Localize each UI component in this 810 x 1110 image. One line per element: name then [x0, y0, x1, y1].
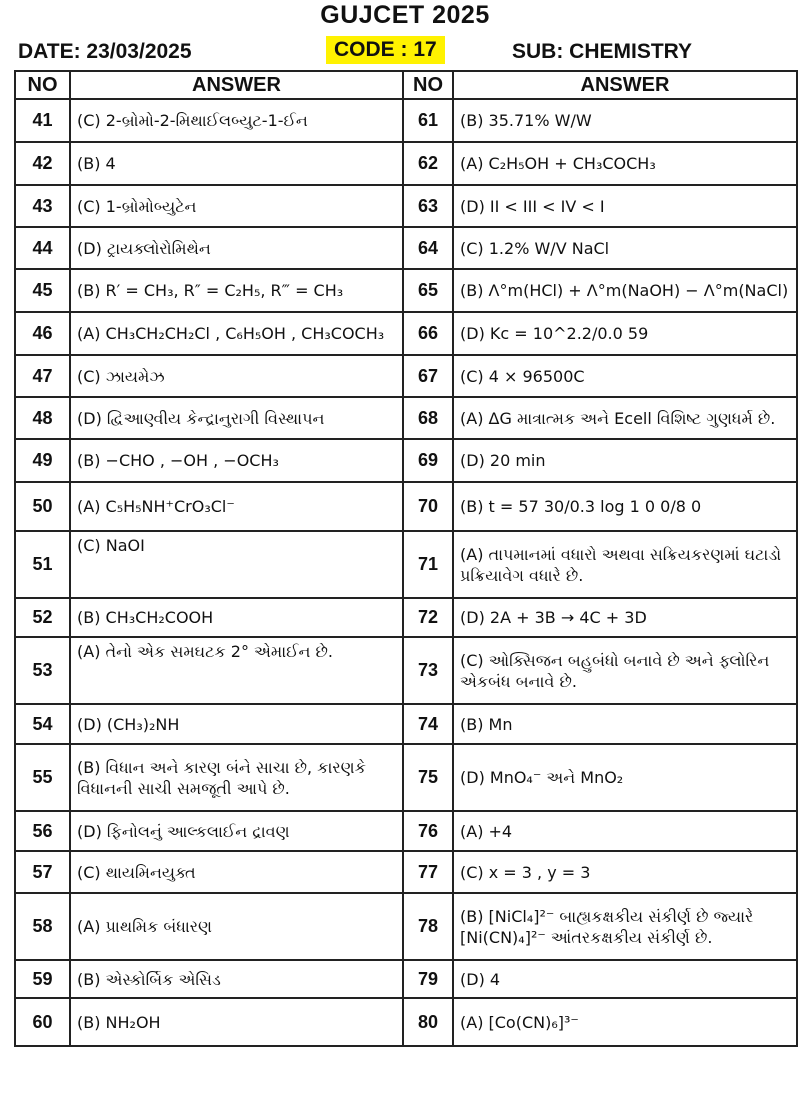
question-number: 61	[403, 99, 453, 142]
answer-cell: (C) 4 × 96500C	[453, 355, 797, 397]
answer-key-table	[14, 70, 798, 1047]
table-row	[15, 637, 797, 704]
question-number: 75	[403, 744, 453, 811]
answer-cell: (C) 1-બ્રોમોબ્યુટેન	[70, 185, 403, 227]
question-number: 60	[15, 998, 70, 1046]
answer-cell: (C) ઝાયમેઝ	[70, 355, 403, 397]
question-number: 46	[15, 312, 70, 355]
answer-cell: (B) Λ°m(HCl) + Λ°m(NaOH) − Λ°m(NaCl)	[453, 269, 797, 312]
exam-subject: SUB: CHEMISTRY	[512, 40, 693, 63]
question-number: 41	[15, 99, 70, 142]
question-number: 80	[403, 998, 453, 1046]
answer-cell: (D) ટ્રાયક્લોરોમિથેન	[70, 227, 403, 269]
question-number: 50	[15, 482, 70, 531]
answer-cell: (B) R′ = CH₃, R″ = C₂H₅, R‴ = CH₃	[70, 269, 403, 312]
answer-cell: (A) C₂H₅OH + CH₃COCH₃	[453, 142, 797, 185]
question-number: 59	[15, 960, 70, 998]
question-number: 71	[403, 531, 453, 598]
question-number: 43	[15, 185, 70, 227]
question-number: 52	[15, 598, 70, 637]
question-number: 69	[403, 439, 453, 482]
answer-cell: (C) 2-બ્રોમો-2-મિથાઈલબ્યુટ-1-ઈન	[70, 99, 403, 142]
question-number: 72	[403, 598, 453, 637]
table-row	[15, 598, 797, 637]
answer-cell: (A) પ્રાથમિક બંધારણ	[70, 893, 403, 960]
question-number: 49	[15, 439, 70, 482]
column-header: ANSWER	[453, 71, 797, 99]
question-number: 42	[15, 142, 70, 185]
answer-cell: (C) 1.2% W/V NaCl	[453, 227, 797, 269]
table-row	[15, 811, 797, 851]
table-row	[15, 269, 797, 312]
answer-cell: (B) 35.71% W/W	[453, 99, 797, 142]
question-number: 73	[403, 637, 453, 704]
answer-cell: (A) CH₃CH₂CH₂Cl , C₆H₅OH , CH₃COCH₃	[70, 312, 403, 355]
answer-cell: (B) CH₃CH₂COOH	[70, 598, 403, 637]
answer-cell: (A) +4	[453, 811, 797, 851]
column-header: NO	[403, 71, 453, 99]
table-row	[15, 851, 797, 893]
question-number: 70	[403, 482, 453, 531]
answer-cell: (B) Mn	[453, 704, 797, 744]
answer-cell: (C) NaOI	[70, 531, 403, 598]
question-number: 56	[15, 811, 70, 851]
answer-cell: (D) 20 min	[453, 439, 797, 482]
table-header-row	[15, 71, 797, 99]
table-row	[15, 482, 797, 531]
column-header: NO	[15, 71, 70, 99]
question-number: 66	[403, 312, 453, 355]
answer-cell: (D) (CH₃)₂NH	[70, 704, 403, 744]
table-row	[15, 312, 797, 355]
question-number: 78	[403, 893, 453, 960]
table-row	[15, 744, 797, 811]
answer-cell: (A) ΔG માત્રાત્મક અને Ecell વિશિષ્ટ ગુણધર્મ છે.	[453, 397, 797, 439]
answer-cell: (D) II < III < IV < I	[453, 185, 797, 227]
answer-cell: (D) Kc = 10^2.2/0.0 59	[453, 312, 797, 355]
question-number: 51	[15, 531, 70, 598]
table-row	[15, 893, 797, 960]
answer-cell: (C) x = 3 , y = 3	[453, 851, 797, 893]
answer-cell: (B) 4	[70, 142, 403, 185]
answer-cell: (B) t = 57 30/0.3 log 1 0 0/8 0	[453, 482, 797, 531]
column-header: ANSWER	[70, 71, 403, 99]
table-row	[15, 397, 797, 439]
answer-cell: (D) 4	[453, 960, 797, 998]
question-number: 44	[15, 227, 70, 269]
table-row	[15, 227, 797, 269]
question-number: 65	[403, 269, 453, 312]
question-number: 55	[15, 744, 70, 811]
answer-cell: (C) થાયમિનયુક્ત	[70, 851, 403, 893]
question-number: 64	[403, 227, 453, 269]
answer-cell: (B) NH₂OH	[70, 998, 403, 1046]
table-row	[15, 142, 797, 185]
exam-date: DATE: 23/03/2025	[18, 40, 192, 63]
paper-code: CODE : 17	[326, 36, 445, 64]
answer-cell: (D) દ્વિઆણ્વીય કેન્દ્રાનુરાગી વિસ્થાપન	[70, 397, 403, 439]
answer-cell: (A) C₅H₅NH⁺CrO₃Cl⁻	[70, 482, 403, 531]
answer-cell: (C) ઓક્સિજન બહુબંધો બનાવે છે અને ફ્લોરિન એકબંધ બનાવે છે.	[453, 637, 797, 704]
question-number: 53	[15, 637, 70, 704]
table-row	[15, 355, 797, 397]
page-title: GUJCET 2025	[320, 1, 490, 29]
question-number: 67	[403, 355, 453, 397]
question-number: 58	[15, 893, 70, 960]
question-number: 45	[15, 269, 70, 312]
question-number: 48	[15, 397, 70, 439]
question-number: 54	[15, 704, 70, 744]
table-row	[15, 998, 797, 1046]
answer-cell: (D) ફિનોલનું આલ્કલાઈન દ્રાવણ	[70, 811, 403, 851]
answer-cell: (A) તેનો એક સમઘટક 2° એમાઈન છે.	[70, 637, 403, 704]
table-row	[15, 439, 797, 482]
question-number: 62	[403, 142, 453, 185]
question-number: 79	[403, 960, 453, 998]
answer-cell: (B) −CHO , −OH , −OCH₃	[70, 439, 403, 482]
question-number: 74	[403, 704, 453, 744]
question-number: 63	[403, 185, 453, 227]
answer-cell: (B) વિધાન અને કારણ બંને સાચા છે, કારણકે વિધાનની સાચી સમજૂતી આપે છે.	[70, 744, 403, 811]
table-row	[15, 704, 797, 744]
answer-cell: (D) MnO₄⁻ અને MnO₂	[453, 744, 797, 811]
question-number: 47	[15, 355, 70, 397]
answer-cell: (A) [Co(CN)₆]³⁻	[453, 998, 797, 1046]
answer-cell: (A) તાપમાનમાં વધારો અથવા સક્રિયકરણમાં ઘટાડો પ્રક્રિયાવેગ વધારે છે.	[453, 531, 797, 598]
table-row	[15, 960, 797, 998]
exam-meta	[18, 36, 798, 70]
question-number: 76	[403, 811, 453, 851]
answer-cell: (B) એસ્કોર્બિક એસિડ	[70, 960, 403, 998]
answer-cell: (B) [NiCl₄]²⁻ બાહ્યકક્ષકીય સંકીર્ણ છે જ્યારે [Ni(CN)₄]²⁻ આંતરકક્ષકીય સંકીર્ણ છે.	[453, 893, 797, 960]
question-number: 68	[403, 397, 453, 439]
question-number: 57	[15, 851, 70, 893]
table-row	[15, 531, 797, 598]
table-row	[15, 99, 797, 142]
answer-cell: (D) 2A + 3B → 4C + 3D	[453, 598, 797, 637]
question-number: 77	[403, 851, 453, 893]
table-row	[15, 185, 797, 227]
